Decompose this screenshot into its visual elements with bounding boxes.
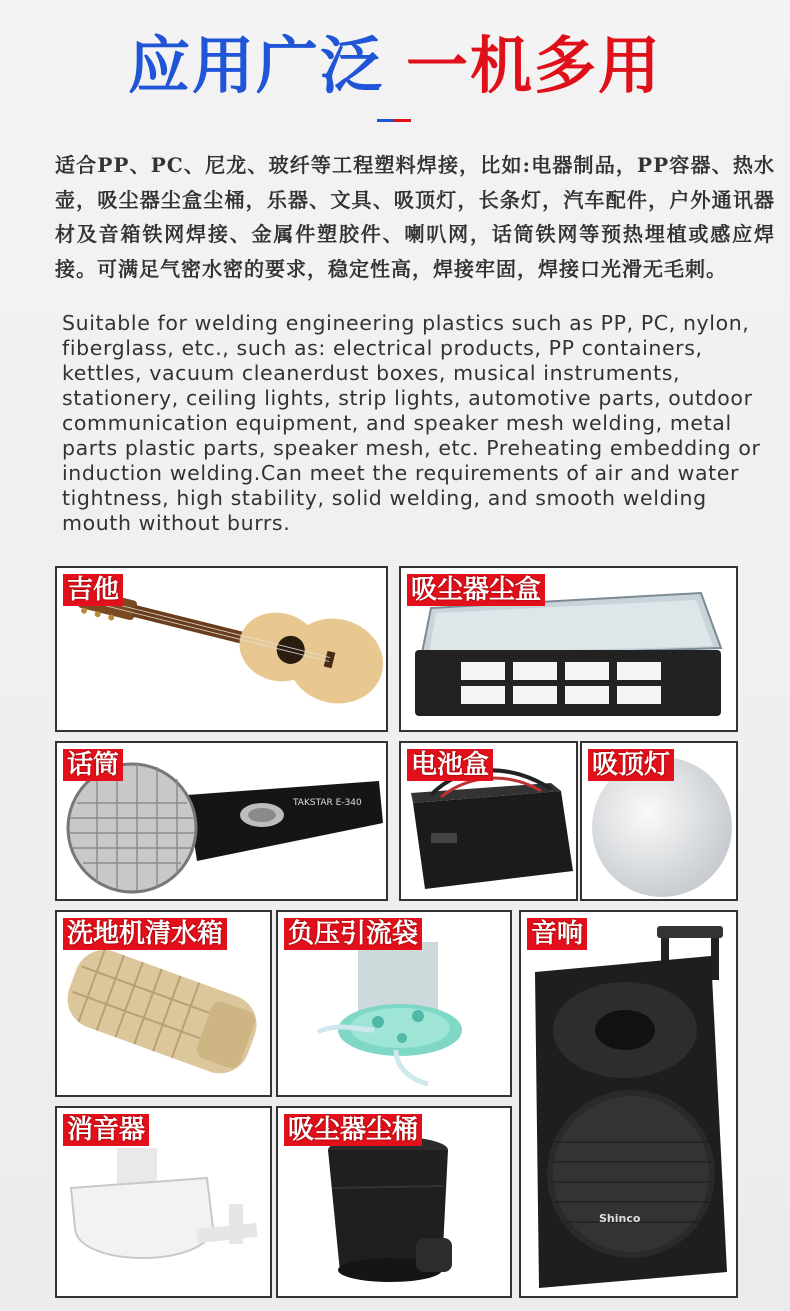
product-label-microphone: 话筒 bbox=[63, 749, 123, 781]
product-card-dust-box bbox=[399, 566, 738, 732]
product-card-battery-box bbox=[399, 741, 578, 901]
product-card-microphone bbox=[55, 741, 388, 901]
speaker-image bbox=[521, 912, 736, 1296]
chinese-description: 适合PP、PC、尼龙、玻纤等工程塑料焊接，比如:电器制品，PP容器、热水壶，吸尘器尘盒尘桶，乐器、文具、吸顶灯，长条灯，汽车配件，户外通讯器材及音箱铁网焊接、金属件塑胶件、喇叭网，话筒铁网等预热埋植或感应焊接。可满足气密水密的要求，稳定性高，焊接牢固，焊接口光滑无毛刺。 bbox=[55, 153, 775, 281]
product-label-guitar: 吉他 bbox=[63, 574, 123, 606]
product-card-speaker bbox=[519, 910, 738, 1298]
title-red: 一机多用 bbox=[406, 29, 663, 102]
product-card-guitar bbox=[55, 566, 388, 732]
product-label-dust-bucket: 吸尘器尘桶 bbox=[284, 1114, 422, 1146]
product-label-ceiling-light: 吸顶灯 bbox=[588, 749, 674, 781]
product-label-dust-box: 吸尘器尘盒 bbox=[407, 574, 545, 606]
title-blue: 应用广泛 bbox=[127, 29, 384, 102]
product-label-speaker: 音响 bbox=[527, 918, 587, 950]
product-card-dust-bucket bbox=[276, 1106, 512, 1298]
product-card-muffler bbox=[55, 1106, 272, 1298]
product-label-scrubber-tank: 洗地机清水箱 bbox=[63, 918, 227, 950]
product-card-scrubber-tank bbox=[55, 910, 272, 1097]
product-card-drainage-bag bbox=[276, 910, 512, 1097]
product-label-drainage-bag: 负压引流袋 bbox=[284, 918, 422, 950]
product-label-battery-box: 电池盒 bbox=[407, 749, 493, 781]
microphone-brand-label: TAKSTAR E-340 bbox=[293, 798, 362, 808]
product-card-ceiling-light bbox=[580, 741, 738, 901]
title-divider bbox=[377, 119, 411, 122]
speaker-brand-label: Shinco bbox=[599, 1212, 641, 1225]
english-description: Suitable for welding engineering plastics such as PP, PC, nylon, fiberglass, etc., such as: electrical products, PP containers, kettles, vacuum cleanerdust boxes, musical instruments, stationery, ceiling lights, strip lights, automotive parts, outdoor communication equipment, and speaker mesh welding, metal parts plastic parts, speaker mesh, etc. Preheating embedding or induction welding.Can meet the requirements of air and water tightness, high stability, solid welding, and smooth welding mouth without burrs. bbox=[62, 311, 761, 535]
product-label-muffler: 消音器 bbox=[63, 1114, 149, 1146]
page-title bbox=[0, 28, 790, 104]
